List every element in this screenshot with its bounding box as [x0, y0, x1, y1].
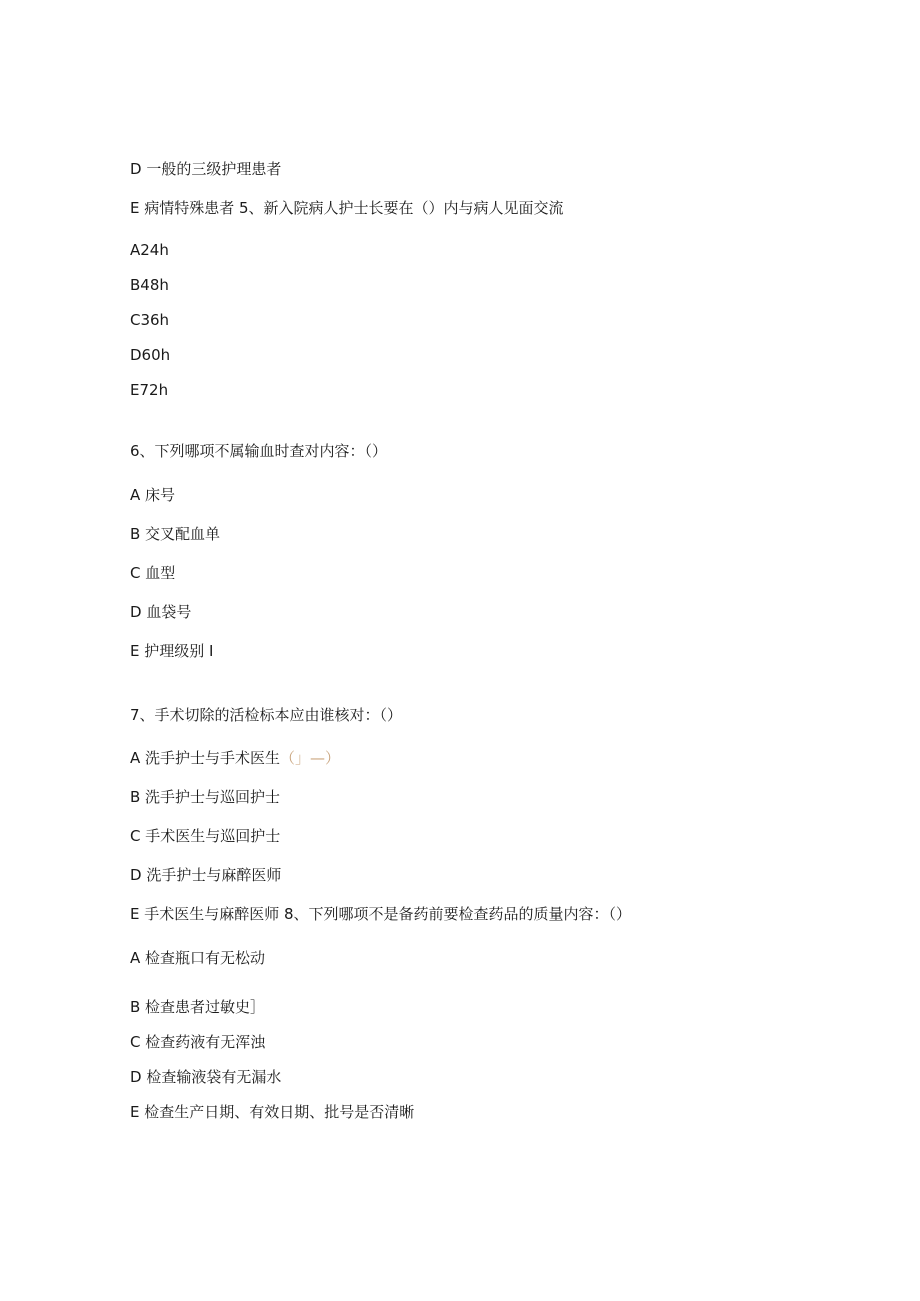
faint-annotation: （」—）: [280, 749, 341, 767]
option-d-q8: D 检查输液袋有无漏水: [130, 1068, 282, 1086]
option-c-q6: C 血型: [130, 564, 176, 582]
option-d-q5: D60h: [130, 346, 171, 364]
option-e-q4-question-5: E 病情特殊患者 5、新入院病人护士长要在（）内与病人见面交流: [130, 199, 564, 217]
option-b-q5: B48h: [130, 276, 169, 294]
option-a-q5: A24h: [130, 241, 169, 259]
question-6: 6、下列哪项不属输血时查对内容：（）: [130, 442, 388, 460]
option-e-q7-question-8: E 手术医生与麻醉医师 8、下列哪项不是备药前要检查药品的质量内容：（）: [130, 905, 632, 923]
option-c-q8: C 检查药液有无浑浊: [130, 1033, 266, 1051]
option-d-q7: D 洗手护士与麻醉医师: [130, 866, 282, 884]
option-c-q5: C36h: [130, 311, 170, 329]
option-a-q7-text: A 洗手护士与手术医生: [130, 749, 281, 767]
question-7: 7、手术切除的活检标本应由谁核对：（）: [130, 706, 403, 724]
option-a-q6: A 床号: [130, 486, 176, 504]
option-a-q7: [130, 748, 340, 768]
option-e-q5: E72h: [130, 381, 169, 399]
option-b-q6: B 交叉配血单: [130, 525, 221, 543]
option-b-q8: B 检查患者过敏史］: [130, 998, 266, 1016]
option-e-q8: E 检查生产日期、有效日期、批号是否清晰: [130, 1103, 415, 1121]
option-d-q6: D 血袋号: [130, 603, 192, 621]
option-b-q7: B 洗手护士与巡回护士: [130, 788, 281, 806]
option-d-q4: D 一般的三级护理患者: [130, 160, 282, 178]
option-a-q8: A 检查瓶口有无松动: [130, 949, 266, 967]
option-c-q7: C 手术医生与巡回护士: [130, 827, 281, 845]
option-e-q6: E 护理级别 I: [130, 642, 214, 660]
